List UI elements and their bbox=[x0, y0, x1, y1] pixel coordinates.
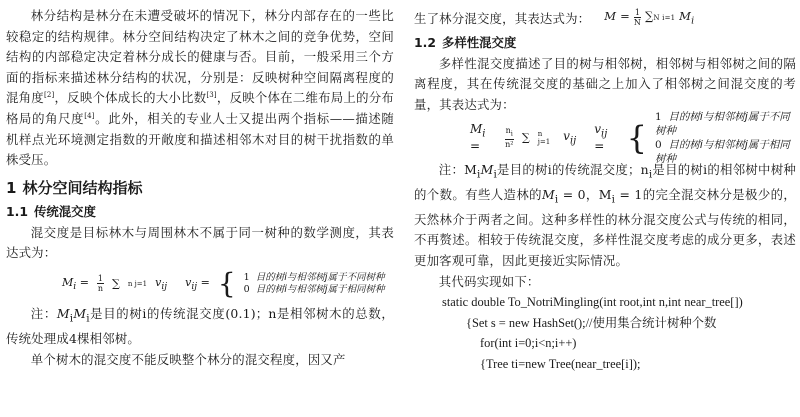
subsection-heading-1-2: 1.2 多样性混交度 bbox=[414, 34, 517, 50]
intro-paragraph: 林分结构是林分在未遭受破坏的情况下，林分内部存在的一些比较稳定的结构规律。林分空间结构决定了林木之间的竞争优势，空间结构的内部稳定决定着林分成长的健康与否。目前，一般采用三个方面的指标来描述林分结构的状况，分别是：反映树种空间隔离程度的混角度[2]，反映个体成长的大小比数[3]，反映个体在二维布局上的分布格局的角尺度[4]。此外，相关的专业人士又提出两个指标——描述随机样点光环境测定指数的开敞度和描述相邻木对目的树干扰指数的单株受压。 bbox=[6, 8, 395, 168]
note-traditional: 注：$M_iM_i$是目的树i的传统混交度(0.1)；n是相邻树木的总数，传统处理成4棵相邻树。 bbox=[6, 305, 394, 346]
code-line-3: for(int i=0;i<n;i++) bbox=[480, 336, 577, 351]
equation-diversity-mingling: $M_i$ = $\frac{n_i}{\text{n²}}$ ∑ n j=1 $v_{ij}$ $v_{ij}$ = { 1 目的树i与相邻树j属于不同树种 0 目的树i与相邻树j属于相同树种 bbox=[470, 110, 790, 165]
stand-mingling-paragraph: 单个树木的混交度不能反映整个林分的混交程度，因又产 bbox=[30, 351, 346, 367]
equation-traditional-mingling: $M_i$ = $\frac{1}{n}$ ∑ n j=1 $v_{ij}$ $v_{ij}$ = { 1 目的树i与相邻树j属于不同树种 0 目的树i与相邻树j属于相同树种 bbox=[62, 266, 385, 300]
equation-stand-mingling: M = $\frac{1}{N}$ ∑N i=1 $M_i$ bbox=[604, 7, 695, 27]
diversity-paragraph: 多样性混交度描述了目的树与相邻树，相邻树与相邻树之间的隔离程度，其在传统混交度的基础之上加入了相邻树之间混交度的考量，其表达式为： bbox=[414, 55, 796, 113]
mixing-paragraph: 混交度是目标林木与周围林木不属于同一树种的数学测度，其表达式为： bbox=[6, 224, 394, 261]
subsection-heading-1-1: 1.1 传统混交度 bbox=[6, 203, 96, 219]
code-line-4: {Tree ti=new Tree(near_tree[i]); bbox=[480, 356, 641, 371]
note-diversity: 注：$M_iM_i$是目的树i的传统混交度；$n_i$是目的树i的相邻树中树种的个数。有些人造林的$M_i = 0$，$M_i = 1$的完全混交林分是极少的，天然林介于两者之间。这种多样性的林分混交度公式与传统的相同，不再赘述。相较于传统混交度，多样性混交度考虑的成分更多，表述更加客观可靠，因此更接近实际情况。 bbox=[414, 161, 797, 268]
code-line-2: {Set s = new HashSet();//使用集合统计树种个数 bbox=[466, 315, 717, 330]
stand-mingling-continued: 生了林分混交度，其表达式为： M = $\frac{1}{N}$ ∑N i=1 $M_i$ bbox=[414, 6, 796, 32]
code-line-1: static double To_NotriMingling(int root,int n,int near_tree[]) bbox=[442, 295, 743, 310]
code-intro: 其代码实现如下： bbox=[438, 273, 540, 289]
code-listing bbox=[414, 292, 796, 374]
left-column bbox=[6, 6, 394, 370]
right-column bbox=[414, 6, 796, 375]
section-heading-1: 1 林分空间结构指标 bbox=[6, 178, 143, 197]
